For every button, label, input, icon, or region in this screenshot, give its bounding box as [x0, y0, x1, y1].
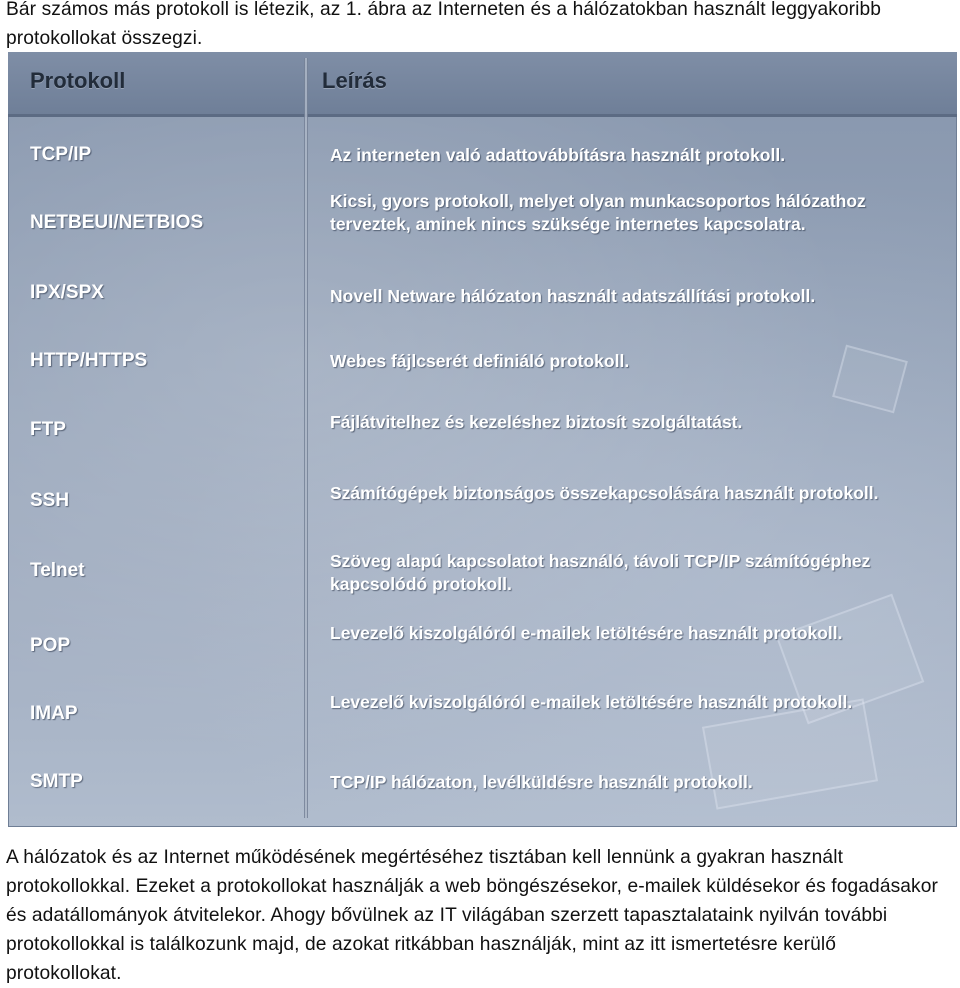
description-cell: Levezelő kiszolgálóról e-mailek letöltésére használt protokoll.: [330, 623, 843, 643]
protocol-cell: IPX/SPX: [30, 282, 104, 303]
description-cell: Az interneten való adattovábbításra használt protokoll.: [330, 145, 786, 165]
description-cell: Számítógépek biztonságos összekapcsolására használt protokoll.: [330, 483, 879, 503]
column-divider: [304, 58, 308, 818]
description-cell: Webes fájlcserét definiáló protokoll.: [330, 351, 630, 371]
header-protocol: Protokoll: [30, 68, 126, 93]
protocol-cell: IMAP: [30, 703, 78, 724]
description-cell: TCP/IP hálózaton, levélküldésre használt protokoll.: [330, 772, 753, 792]
protocol-cell: TCP/IP: [30, 144, 92, 165]
protocol-cell: POP: [30, 635, 71, 656]
protocol-table-figure: [8, 52, 957, 827]
header-description: Leírás: [322, 68, 387, 93]
protocol-cell: SMTP: [30, 771, 83, 792]
protocol-cell: NETBEUI/NETBIOS: [30, 212, 204, 233]
protocol-cell: SSH: [30, 490, 70, 511]
description-cell: Kicsi, gyors protokoll, melyet olyan munkacsoportos hálózathoz terveztek, aminek nincs szüksége internetes kapcsolatra.: [330, 191, 866, 234]
protocol-cell: Telnet: [30, 560, 85, 581]
description-cell: Levezelő kviszolgálóról e-mailek letöltésére használt protokoll.: [330, 692, 853, 712]
description-cell: Fájlátvitelhez és kezeléshez biztosít szolgáltatást.: [330, 412, 743, 432]
description-cell: Szöveg alapú kapcsolatot használó, távoli TCP/IP számítógéphez kapcsolódó protokoll.: [330, 551, 871, 594]
intro-paragraph: Bár számos más protokoll is létezik, az 1. ábra az Interneten és a hálózatokban használt leggyakoribb protokollokat összegzi.: [6, 0, 882, 49]
protocol-cell: HTTP/HTTPS: [30, 350, 148, 371]
description-cell: Novell Netware hálózaton használt adatszállítási protokoll.: [330, 286, 816, 306]
table-header-band: [8, 52, 957, 117]
protocol-cell: FTP: [30, 419, 66, 440]
body-paragraph: A hálózatok és az Internet működésének megértéséhez tisztában kell lennünk a gyakran használt protokollokkal. Ezeket a protokollokat használják a web böngészésekor, e-mailek küldésekor és fogadásakor és adatállományok átvitelekor. Ahogy bővülnek az IT világában szerzett tapasztalataink nyilván további protokollokkal is találkozunk majd, de azokat ritkábban használják, mint az itt ismertetésre kerülő protokollokat.: [6, 847, 939, 984]
